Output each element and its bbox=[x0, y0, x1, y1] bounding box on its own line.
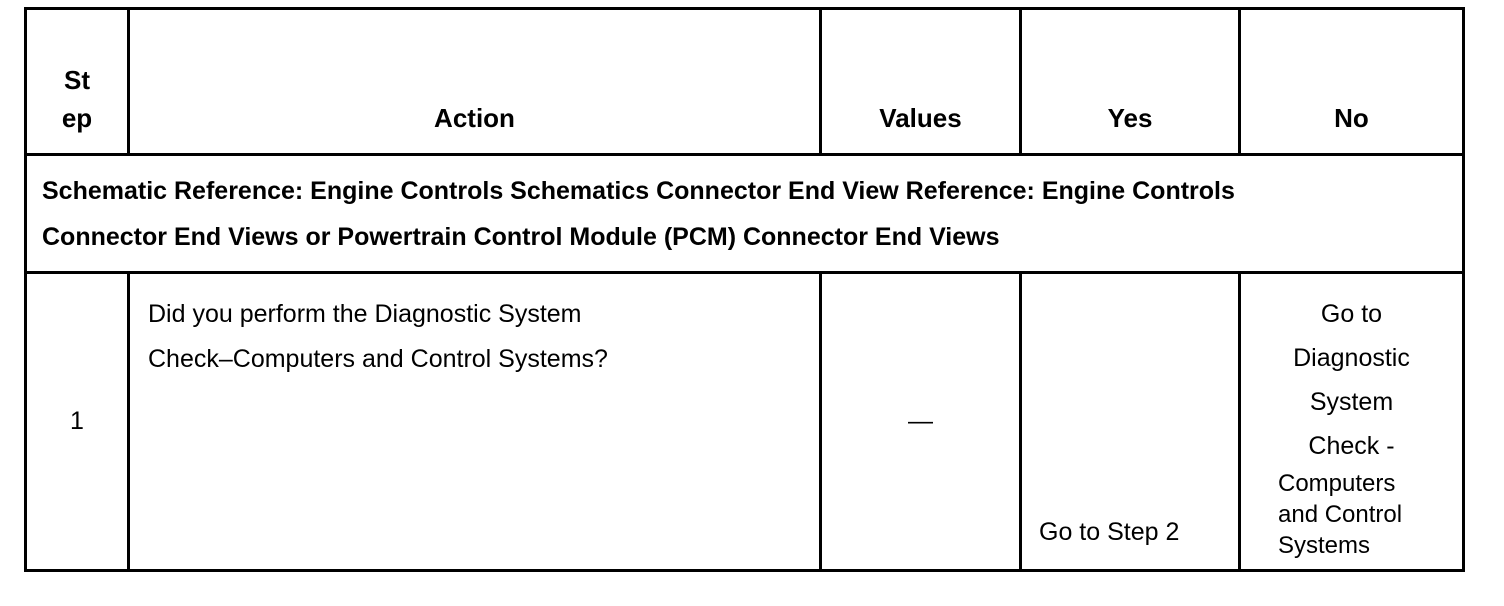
header-action: Action bbox=[129, 9, 821, 155]
reference-line2: Connector End Views or Powertrain Control Module (PCM) Connector End Views bbox=[42, 222, 1000, 251]
action-line1: Did you perform the Diagnostic System bbox=[148, 300, 582, 328]
no-line-1: Go to bbox=[1320, 300, 1383, 328]
header-no: No bbox=[1240, 9, 1464, 155]
diagnostic-table bbox=[24, 7, 1465, 572]
no-small-line-2: and Control bbox=[1278, 501, 1403, 528]
action-cell bbox=[129, 273, 821, 571]
header-step bbox=[26, 9, 129, 155]
reference-line1: Schematic Reference: Engine Controls Schematics Connector End View Reference: Engine Controls bbox=[42, 176, 1235, 205]
no-small-line-1: Computers bbox=[1278, 470, 1396, 497]
table-header-row bbox=[26, 9, 1464, 155]
no-line-4: Check - bbox=[1308, 432, 1395, 460]
no-small-line-3: Systems bbox=[1278, 532, 1371, 559]
header-values: Values bbox=[821, 9, 1021, 155]
no-cell bbox=[1240, 273, 1464, 571]
header-yes: Yes bbox=[1021, 9, 1240, 155]
no-line-3: System bbox=[1309, 388, 1394, 416]
no-line-2: Diagnostic bbox=[1293, 344, 1410, 372]
table-row bbox=[26, 273, 1464, 571]
values-cell: — bbox=[821, 273, 1021, 571]
header-step-line2: ep bbox=[61, 103, 93, 133]
reference-row bbox=[26, 155, 1464, 273]
reference-cell bbox=[26, 155, 1464, 273]
step-number: 1 bbox=[26, 273, 129, 571]
header-step-line1: St bbox=[64, 65, 90, 95]
yes-cell: Go to Step 2 bbox=[1021, 273, 1240, 571]
action-line2: Check–Computers and Control Systems? bbox=[148, 345, 608, 373]
